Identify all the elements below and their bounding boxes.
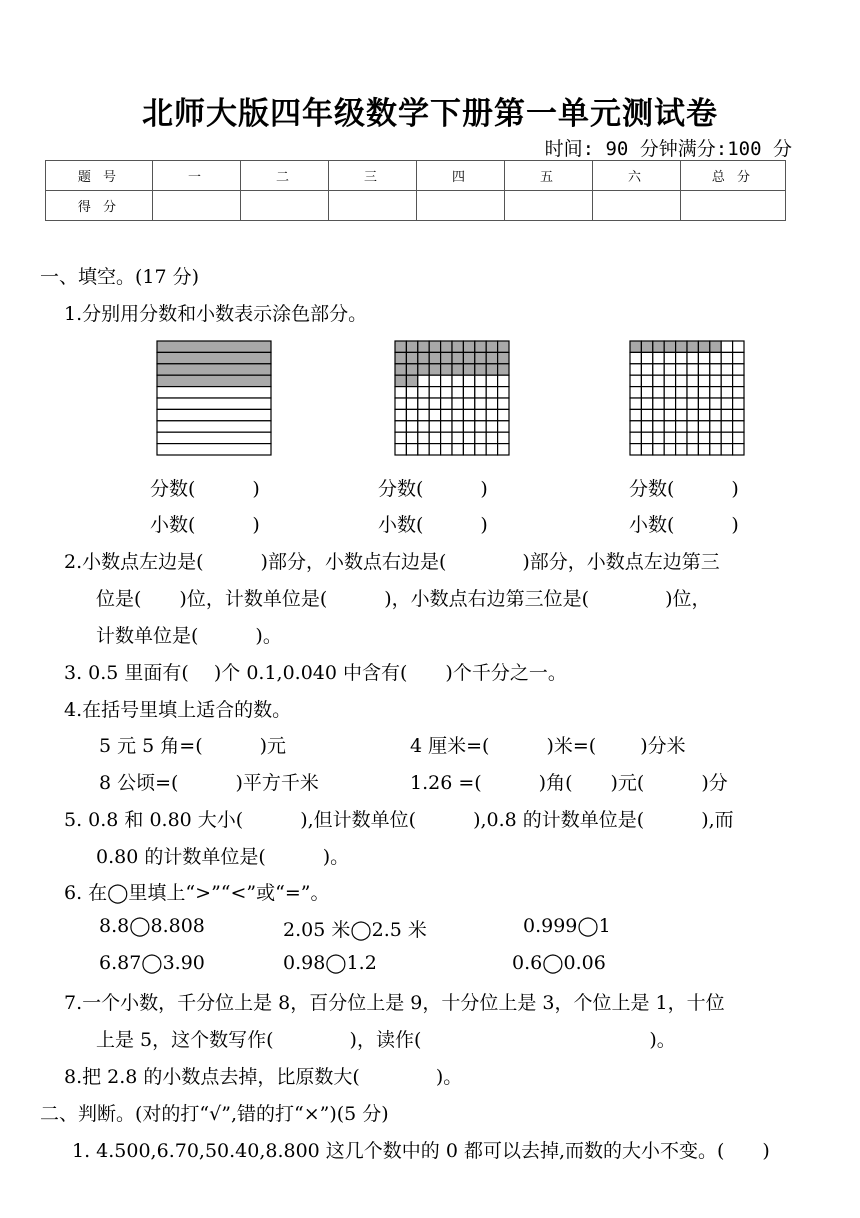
grid-cell	[733, 375, 744, 386]
grid-cell	[641, 421, 652, 432]
grid-cell	[630, 409, 641, 420]
grid-cell	[687, 409, 698, 420]
grid-cell	[698, 398, 709, 409]
grid-cell	[395, 387, 406, 398]
question-1: 1.分别用分数和小数表示涂色部分。	[64, 303, 368, 325]
grid-cell	[498, 387, 509, 398]
question-5-line1: 5. 0.8 和 0.80 大小( ),但计数单位( ),0.8 的计数单位是( ),而	[64, 809, 734, 831]
score-header-cell: 五	[505, 161, 593, 191]
score-header-cell: 三	[329, 161, 417, 191]
grid-cell	[733, 409, 744, 420]
grid-cell	[475, 409, 486, 420]
grid-cell	[676, 409, 687, 420]
grid-cell	[475, 432, 486, 443]
shaded-cell	[406, 364, 417, 375]
shaded-cell	[418, 341, 429, 352]
shaded-cell	[406, 375, 417, 386]
strip	[157, 398, 271, 409]
grid-cell	[721, 352, 732, 363]
grid-cell	[630, 387, 641, 398]
grid-cell	[452, 375, 463, 386]
shaded-cell	[429, 341, 440, 352]
grid-cell	[653, 387, 664, 398]
grid-cell	[641, 432, 652, 443]
question-4: 4.在括号里填上适合的数。	[64, 699, 292, 721]
grid-cell	[475, 421, 486, 432]
shaded-cell	[452, 364, 463, 375]
grid-cell	[687, 432, 698, 443]
grid-cell	[418, 421, 429, 432]
strip	[157, 432, 271, 443]
shaded-cell	[418, 364, 429, 375]
question-2-line2: 位是( )位，计数单位是( )，小数点右边第三位是( )位，	[96, 588, 711, 610]
grid-cell	[641, 352, 652, 363]
grid-cell	[475, 398, 486, 409]
grid-cell	[441, 432, 452, 443]
compare-item: 0.6◯0.06	[512, 952, 606, 974]
shaded-cell	[441, 352, 452, 363]
grid-cell	[721, 364, 732, 375]
fraction-answer[interactable]: 分数( )	[378, 478, 488, 500]
grid-cell	[733, 398, 744, 409]
grid-cell	[486, 409, 497, 420]
grid-cell	[721, 375, 732, 386]
grid-cell	[676, 398, 687, 409]
grid-cell	[687, 444, 698, 455]
grid-cell	[721, 444, 732, 455]
shaded-cell	[486, 364, 497, 375]
grid-cell	[441, 375, 452, 386]
grid-cell	[418, 375, 429, 386]
grid-cell	[733, 364, 744, 375]
grid-cell	[641, 387, 652, 398]
grid-cell	[418, 387, 429, 398]
grid-cell	[486, 444, 497, 455]
shaded-cell	[653, 341, 664, 352]
grid-cell	[721, 409, 732, 420]
grid-cell	[441, 398, 452, 409]
decimal-answer[interactable]: 小数( )	[150, 514, 260, 536]
grid-cell	[475, 387, 486, 398]
question-8: 8.把 2.8 的小数点去掉，比原数大( )。	[64, 1066, 463, 1088]
shaded-cell	[395, 341, 406, 352]
shaded-cell	[406, 352, 417, 363]
strip-figure	[156, 340, 272, 456]
grid-cell	[733, 352, 744, 363]
question-7-line1: 7.一个小数，千分位上是 8，百分位上是 9，十分位上是 3，个位上是 1，十位	[64, 992, 725, 1014]
shaded-cell	[710, 341, 721, 352]
strip	[157, 387, 271, 398]
strip	[157, 409, 271, 420]
page-title: 北师大版四年级数学下册第一单元测试卷	[142, 96, 718, 132]
grid-cell	[486, 387, 497, 398]
shaded-strip	[157, 352, 271, 363]
grid-cell	[676, 421, 687, 432]
score-header-cell: 一	[153, 161, 241, 191]
shaded-cell	[429, 352, 440, 363]
shaded-cell	[463, 364, 474, 375]
grid-cell	[664, 364, 675, 375]
shaded-cell	[463, 341, 474, 352]
grid-cell	[664, 352, 675, 363]
grid-cell	[486, 398, 497, 409]
grid-cell	[418, 432, 429, 443]
grid-cell	[664, 444, 675, 455]
score-input-cell[interactable]	[153, 191, 241, 221]
grid-cell	[733, 341, 744, 352]
grid-cell	[653, 375, 664, 386]
strip	[157, 421, 271, 432]
score-row-label: 得 分	[46, 191, 153, 221]
grid-cell	[710, 352, 721, 363]
score-input-cell[interactable]	[593, 191, 681, 221]
question-2-line1: 2.小数点左边是( )部分，小数点右边是( )部分，小数点左边第三	[64, 551, 720, 573]
grid-cell	[698, 432, 709, 443]
score-header-cell: 六	[593, 161, 681, 191]
shaded-strip	[157, 341, 271, 352]
grid-cell	[498, 421, 509, 432]
shaded-cell	[475, 364, 486, 375]
score-header-cell: 总 分	[681, 161, 786, 191]
grid-cell	[452, 398, 463, 409]
grid-cell	[641, 409, 652, 420]
shaded-cell	[486, 352, 497, 363]
grid-cell	[630, 432, 641, 443]
grid-cell	[664, 421, 675, 432]
grid-cell	[698, 421, 709, 432]
grid-cell	[418, 409, 429, 420]
grid-cell	[463, 432, 474, 443]
grid-cell	[498, 375, 509, 386]
grid-cell	[429, 444, 440, 455]
grid-cell	[687, 387, 698, 398]
question-4-a: 5 元 5 角=( )元	[99, 735, 287, 757]
shaded-cell	[475, 341, 486, 352]
score-header-cell: 二	[241, 161, 329, 191]
fraction-answer[interactable]: 分数( )	[150, 478, 260, 500]
grid-cell	[721, 398, 732, 409]
shaded-cell	[664, 341, 675, 352]
grid-cell	[463, 421, 474, 432]
grid-cell	[406, 444, 417, 455]
grid-cell	[676, 352, 687, 363]
grid-cell	[721, 341, 732, 352]
grid-cell	[406, 398, 417, 409]
grid-cell	[698, 375, 709, 386]
grid-cell	[653, 432, 664, 443]
question-5-line2: 0.80 的计数单位是( )。	[96, 846, 350, 868]
score-header-cell: 题 号	[46, 161, 153, 191]
grid-cell	[653, 398, 664, 409]
grid-cell	[687, 352, 698, 363]
grid-cell	[676, 432, 687, 443]
decimal-answer[interactable]: 小数( )	[378, 514, 488, 536]
grid-cell	[710, 444, 721, 455]
grid-cell	[395, 398, 406, 409]
shaded-cell	[441, 341, 452, 352]
grid-cell	[687, 375, 698, 386]
grid-cell	[463, 387, 474, 398]
score-input-cell[interactable]	[329, 191, 417, 221]
grid-cell	[463, 375, 474, 386]
score-header-row	[46, 161, 786, 191]
grid-cell	[664, 375, 675, 386]
question-2-line3: 计数单位是( )。	[96, 625, 282, 647]
grid-cell	[452, 387, 463, 398]
grid-cell	[710, 409, 721, 420]
grid-cell	[463, 409, 474, 420]
compare-item: 0.999◯1	[523, 915, 611, 937]
question-6: 6. 在◯里填上“>”“<”或“=”。	[64, 882, 330, 904]
grid-cell	[641, 375, 652, 386]
grid-cell	[664, 398, 675, 409]
grid-cell	[653, 364, 664, 375]
grid-cell	[733, 444, 744, 455]
grid-cell	[698, 387, 709, 398]
grid-cell	[395, 444, 406, 455]
compare-item: 2.05 米◯2.5 米	[283, 919, 427, 941]
hundred-grid-figure	[629, 340, 745, 456]
grid-cell	[641, 364, 652, 375]
grid-cell	[418, 444, 429, 455]
shaded-cell	[475, 352, 486, 363]
shaded-strip	[157, 364, 271, 375]
shaded-cell	[687, 341, 698, 352]
grid-cell	[406, 387, 417, 398]
grid-cell	[452, 444, 463, 455]
shaded-cell	[395, 364, 406, 375]
shaded-cell	[630, 341, 641, 352]
grid-cell	[698, 444, 709, 455]
question-3: 3. 0.5 里面有( )个 0.1,0.040 中含有( )个千分之一。	[64, 662, 567, 684]
compare-item: 6.87◯3.90	[99, 952, 205, 974]
grid-cell	[406, 432, 417, 443]
grid-cell	[653, 421, 664, 432]
grid-cell	[441, 444, 452, 455]
grid-cell	[676, 444, 687, 455]
grid-cell	[710, 375, 721, 386]
grid-cell	[710, 421, 721, 432]
grid-cell	[710, 387, 721, 398]
question-7-line2: 上是 5，这个数写作( )，读作( )。	[96, 1029, 676, 1051]
grid-cell	[698, 409, 709, 420]
grid-cell	[710, 364, 721, 375]
grid-cell	[641, 444, 652, 455]
shaded-strip	[157, 375, 271, 386]
grid-cell	[498, 409, 509, 420]
grid-cell	[486, 432, 497, 443]
shaded-cell	[429, 364, 440, 375]
grid-cell	[463, 444, 474, 455]
grid-cell	[486, 375, 497, 386]
score-input-cell[interactable]	[417, 191, 505, 221]
grid-cell	[441, 387, 452, 398]
grid-cell	[630, 375, 641, 386]
grid-cell	[441, 421, 452, 432]
shaded-cell	[395, 352, 406, 363]
grid-cell	[429, 375, 440, 386]
shaded-cell	[641, 341, 652, 352]
question-4-b: 4 厘米=( )米=( )分米	[410, 735, 686, 757]
score-input-cell[interactable]	[241, 191, 329, 221]
grid-cell	[653, 352, 664, 363]
grid-cell	[664, 387, 675, 398]
shaded-cell	[698, 341, 709, 352]
shaded-cell	[406, 341, 417, 352]
fraction-answer[interactable]: 分数( )	[629, 478, 739, 500]
grid-cell	[463, 398, 474, 409]
grid-cell	[698, 352, 709, 363]
grid-cell	[676, 375, 687, 386]
score-header-cell: 四	[417, 161, 505, 191]
grid-cell	[486, 421, 497, 432]
strip	[157, 444, 271, 455]
score-input-cell[interactable]	[505, 191, 593, 221]
grid-cell	[721, 421, 732, 432]
grid-cell	[395, 409, 406, 420]
shaded-cell	[452, 341, 463, 352]
grid-cell	[733, 421, 744, 432]
grid-cell	[733, 432, 744, 443]
grid-cell	[418, 398, 429, 409]
grid-cell	[664, 409, 675, 420]
section2-heading: 二、判断。(对的打“√”,错的打“×”)(5 分)	[40, 1103, 389, 1125]
grid-cell	[653, 409, 664, 420]
question-4-c: 8 公顷=( )平方千米	[99, 772, 319, 794]
shaded-cell	[486, 341, 497, 352]
shaded-cell	[452, 352, 463, 363]
grid-cell	[452, 432, 463, 443]
shaded-cell	[676, 341, 687, 352]
grid-cell	[452, 409, 463, 420]
grid-cell	[429, 421, 440, 432]
grid-cell	[721, 432, 732, 443]
question-4-d: 1.26 =( )角( )元( )分	[410, 772, 728, 794]
grid-cell	[710, 398, 721, 409]
grid-cell	[475, 375, 486, 386]
shaded-cell	[463, 352, 474, 363]
grid-cell	[664, 432, 675, 443]
grid-cell	[395, 421, 406, 432]
grid-cell	[687, 421, 698, 432]
grid-cell	[429, 387, 440, 398]
grid-cell	[630, 352, 641, 363]
grid-cell	[653, 444, 664, 455]
grid-cell	[406, 409, 417, 420]
shaded-cell	[498, 341, 509, 352]
grid-cell	[710, 432, 721, 443]
shaded-cell	[498, 352, 509, 363]
shaded-cell	[441, 364, 452, 375]
section1-heading: 一、填空。(17 分)	[40, 266, 200, 288]
grid-cell	[630, 364, 641, 375]
score-input-cell[interactable]	[681, 191, 786, 221]
compare-item: 0.98◯1.2	[283, 952, 377, 974]
grid-cell	[698, 364, 709, 375]
grid-cell	[429, 432, 440, 443]
score-value-row	[46, 191, 786, 221]
grid-cell	[498, 432, 509, 443]
hundred-grid-figure	[394, 340, 510, 456]
grid-cell	[676, 364, 687, 375]
grid-cell	[630, 444, 641, 455]
grid-cell	[630, 421, 641, 432]
grid-cell	[429, 409, 440, 420]
grid-cell	[641, 398, 652, 409]
grid-cell	[721, 387, 732, 398]
shaded-cell	[418, 352, 429, 363]
decimal-answer[interactable]: 小数( )	[629, 514, 739, 536]
score-table	[45, 160, 786, 221]
grid-cell	[395, 432, 406, 443]
grid-cell	[676, 387, 687, 398]
grid-cell	[687, 364, 698, 375]
grid-cell	[687, 398, 698, 409]
compare-item: 8.8◯8.808	[99, 915, 205, 937]
time-info: 时间: 90 分钟满分:100 分	[544, 138, 792, 160]
grid-cell	[630, 398, 641, 409]
shaded-cell	[395, 375, 406, 386]
grid-cell	[429, 398, 440, 409]
grid-cell	[733, 387, 744, 398]
judge-question-1: 1. 4.500,6.70,50.40,8.800 这几个数中的 0 都可以去掉,而数的大小不变。( )	[72, 1140, 770, 1162]
grid-cell	[475, 444, 486, 455]
grid-cell	[406, 421, 417, 432]
shaded-cell	[498, 364, 509, 375]
grid-cell	[498, 444, 509, 455]
grid-cell	[441, 409, 452, 420]
grid-cell	[452, 421, 463, 432]
grid-cell	[498, 398, 509, 409]
